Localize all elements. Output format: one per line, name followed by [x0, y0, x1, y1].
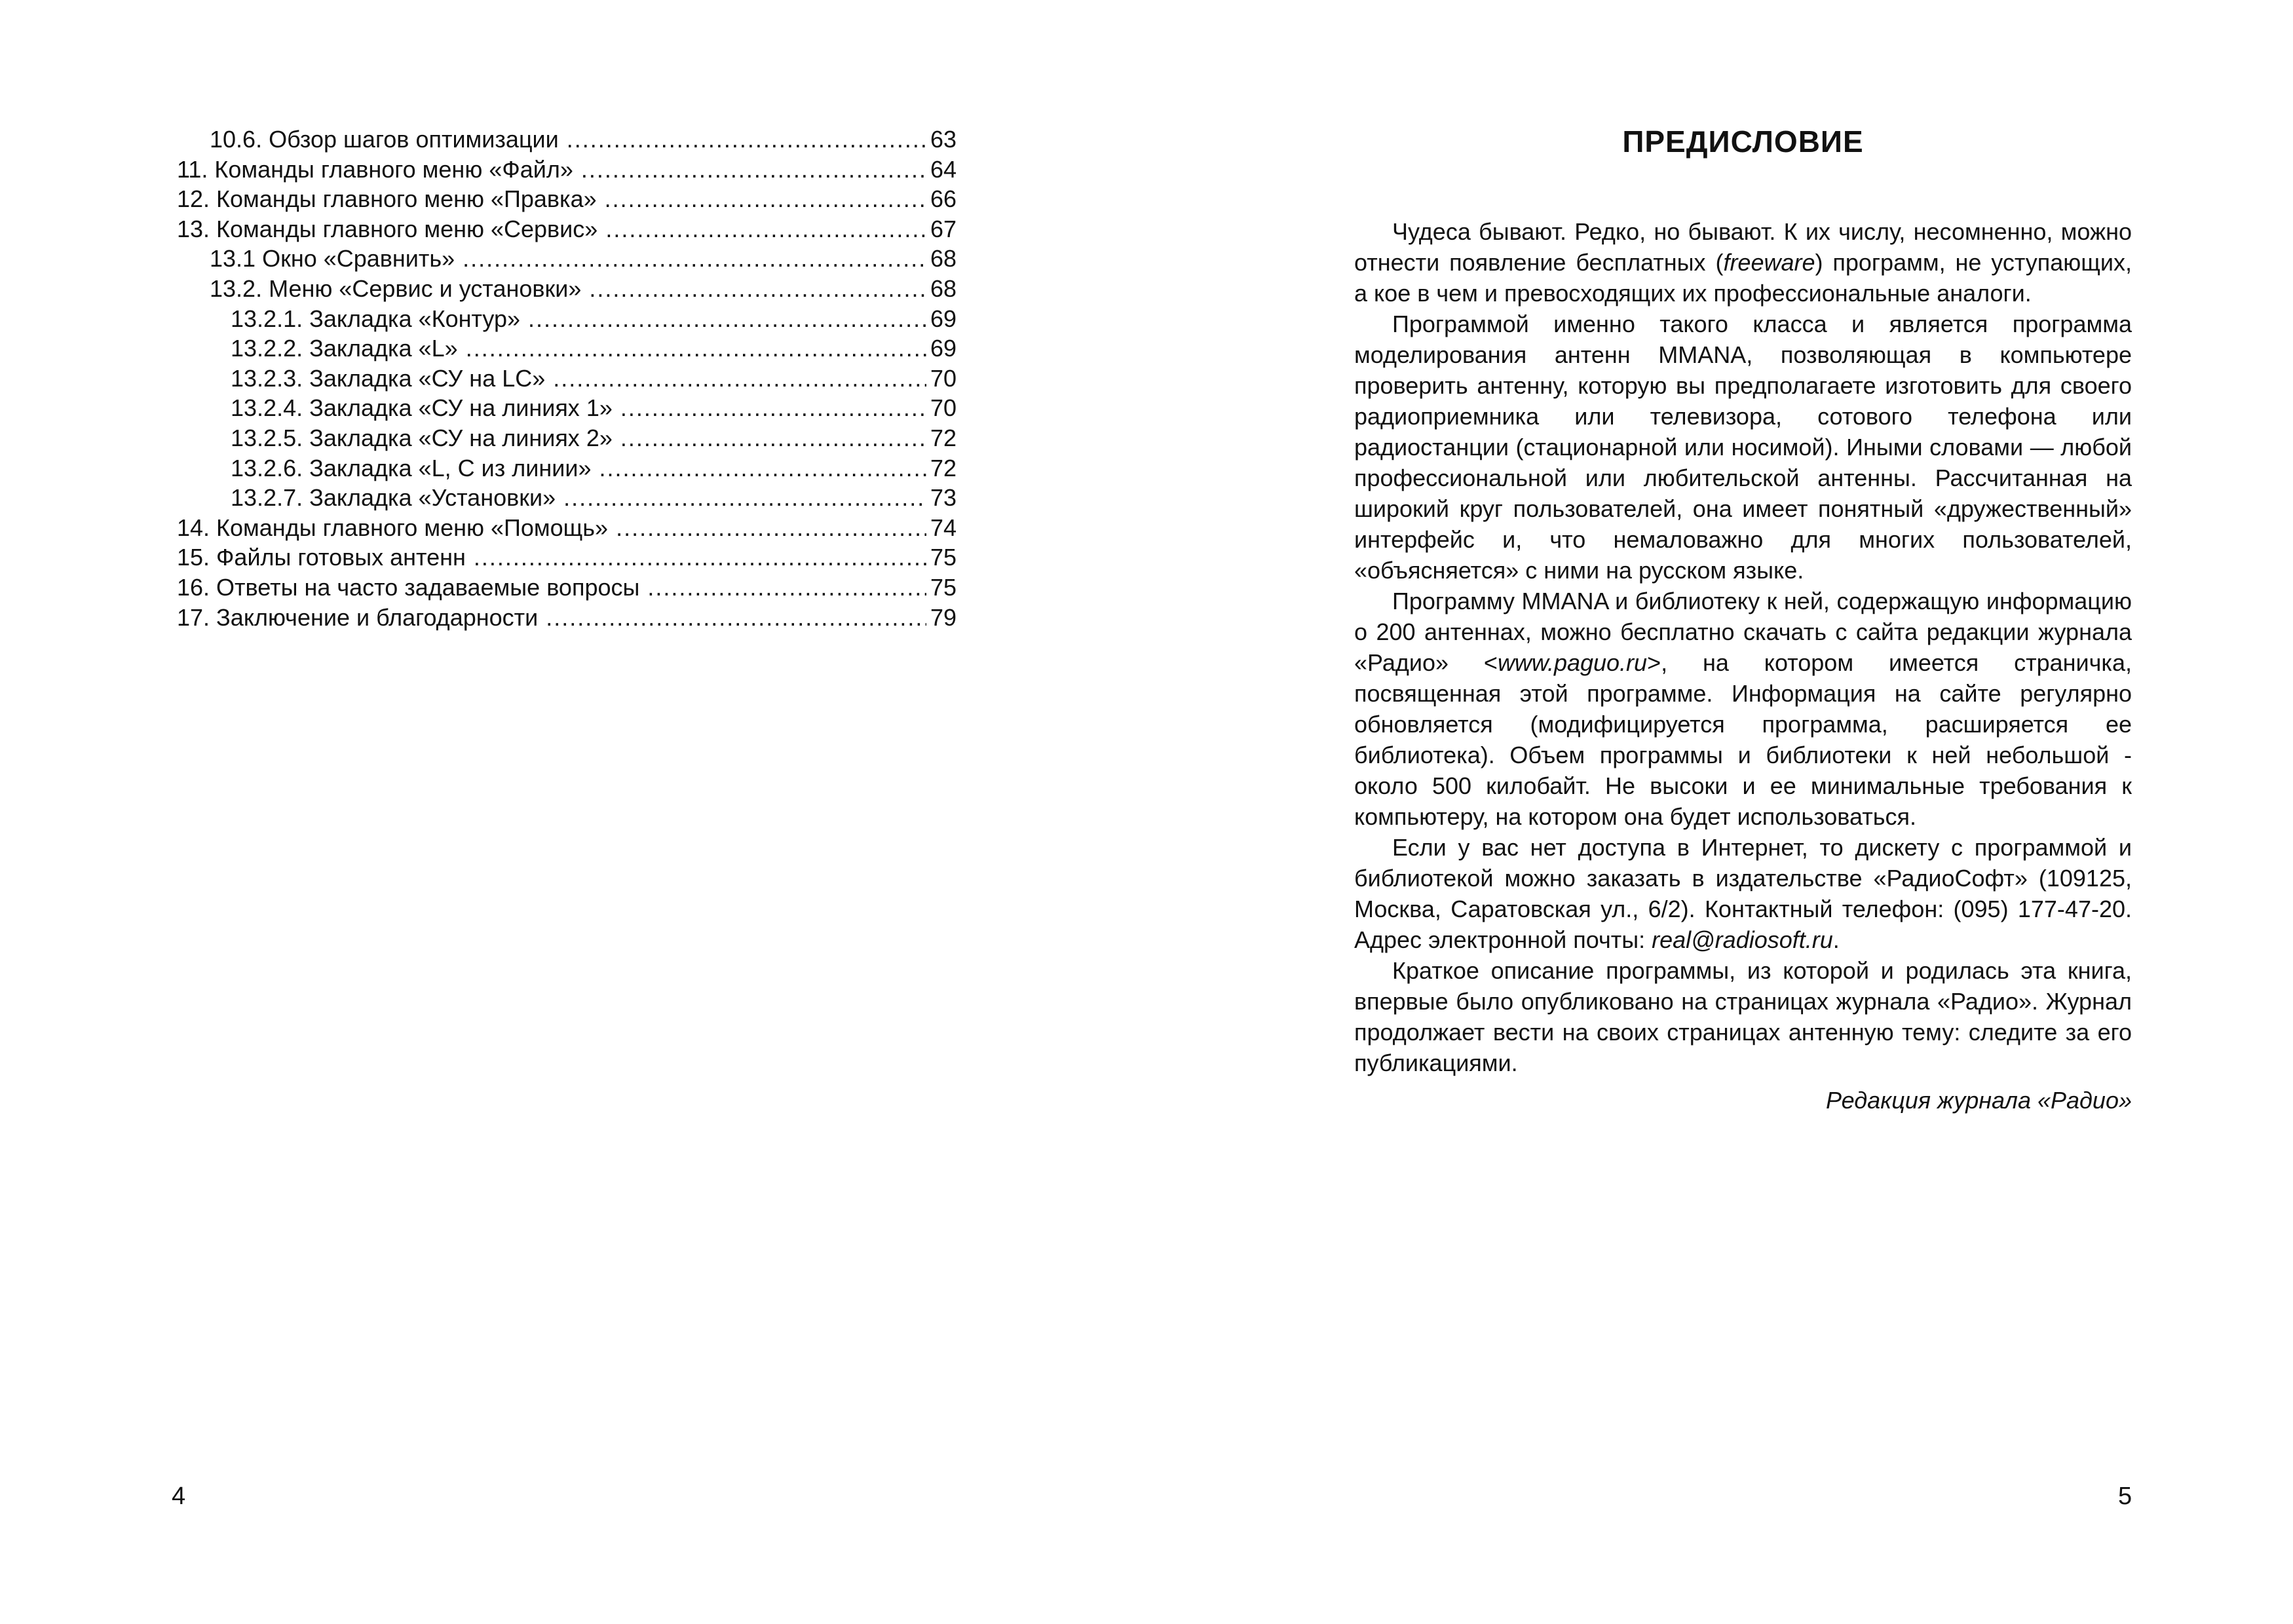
toc-entry-page: 66: [930, 185, 957, 213]
toc-entry-title: 13.2.4. Закладка «СУ на линиях 1»: [231, 394, 613, 422]
preface-paragraph-4: [1354, 832, 2132, 955]
toc-entry[interactable]: [177, 573, 957, 603]
toc-entry-page: 69: [930, 335, 957, 362]
toc-dot-leader: [616, 513, 926, 543]
preface-p3-text-a: Программу MMANA и библиотеку к ней, содержащую информацию о 200 антеннах, можно бесплатно скачать с сайта редакции журнала «Радио» <: [1354, 588, 2132, 676]
preface-paragraph-5: Краткое описание программы, из которой и родилась эта книга, впервые было опубликовано на страницах журнала «Радио». Журнал продолжает вести на своих страницах антенную тему: следите за его публикациями.: [1354, 957, 2132, 1076]
preface-paragraph-2: Программой именно такого класса и является программа моделирования антенн MMANA, позволяющая в компьютере проверить антенну, которую вы предполагаете изготовить для своего радиоприемника или телевизора, сотового телефона или радиостанции (стационарной или носимой). Иными словами — любой профессиональной или любительской антенны. Рассчитанная на широкий круг пользователей, она имеет понятный «дружественный» интерфейс и, что немаловажно для многих пользователей, «объясняется» с ними на русском языке.: [1354, 311, 2132, 584]
toc-entry[interactable]: [177, 603, 957, 633]
toc-entry-title: 13.2.1. Закладка «Контур»: [231, 305, 521, 332]
table-of-contents: [177, 124, 957, 632]
toc-dot-leader: [528, 304, 926, 334]
toc-entry[interactable]: [177, 542, 957, 573]
toc-entry-title: 17. Заключение и благодарности: [177, 603, 539, 631]
toc-entry-title: 13.1 Окно «Сравнить»: [210, 245, 455, 273]
toc-entry[interactable]: [177, 244, 957, 274]
preface-signature: Редакция журнала «Радио»: [1826, 1087, 2132, 1114]
preface-p4-text-b: .: [1832, 926, 1840, 953]
toc-dot-leader: [605, 214, 926, 244]
email-link[interactable]: real@radiosoft.ru: [1652, 926, 1833, 953]
toc-entry-title: 13.2.5. Закладка «СУ на линиях 2»: [231, 424, 613, 451]
toc-entry[interactable]: [177, 513, 957, 543]
toc-entry-page: 72: [930, 424, 957, 451]
toc-entry-title: 11. Команды главного меню «Файл»: [177, 155, 573, 183]
toc-entry-page: 64: [930, 155, 957, 183]
toc-entry-title: 15. Файлы готовых антенн: [177, 544, 466, 571]
toc-entry[interactable]: [177, 333, 957, 364]
toc-entry-title: 10.6. Обзор шагов оптимизации: [210, 126, 559, 153]
toc-entry-page: 79: [930, 603, 957, 631]
toc-entry[interactable]: [177, 304, 957, 334]
preface-paragraph-3: [1354, 586, 2132, 832]
preface-body: [1354, 216, 2132, 1116]
toc-entry-title: 13.2. Меню «Сервис и установки»: [210, 274, 582, 302]
toc-dot-leader: [605, 184, 926, 214]
toc-entry[interactable]: [177, 453, 957, 483]
toc-entry[interactable]: [177, 155, 957, 185]
toc-entry-page: 69: [930, 305, 957, 332]
toc-entry-title: 13.2.7. Закладка «Установки»: [231, 484, 556, 512]
toc-dot-leader: [647, 573, 926, 603]
toc-dot-leader: [589, 274, 926, 304]
preface-paragraph-1: [1354, 216, 2132, 309]
toc-dot-leader: [474, 542, 926, 573]
toc-entry[interactable]: [177, 423, 957, 453]
toc-entry[interactable]: [177, 393, 957, 423]
toc-dot-leader: [546, 603, 926, 633]
toc-entry-page: 75: [930, 544, 957, 571]
toc-entry[interactable]: [177, 124, 957, 155]
toc-dot-leader: [567, 124, 926, 155]
toc-dot-leader: [599, 453, 926, 483]
toc-entry-page: 72: [930, 454, 957, 482]
left-page: [0, 0, 1146, 1624]
preface-title: ПРЕДИСЛОВИЕ: [1622, 124, 1864, 159]
toc-entry[interactable]: [177, 274, 957, 304]
toc-entry[interactable]: [177, 184, 957, 214]
toc-entry[interactable]: [177, 483, 957, 513]
preface-p4-text-a: Если у вас нет доступа в Интернет, то дискету с программой и библиотекой можно заказать в издательстве «РадиоСофт» (109125, Москва, Саратовская ул., 6/2). Контактный телефон: (095) 177-47-20. Адрес электронной почты:: [1354, 834, 2132, 953]
toc-entry[interactable]: [177, 214, 957, 244]
toc-entry-page: 74: [930, 514, 957, 541]
website-link[interactable]: www.paguo.ru: [1497, 649, 1648, 676]
freeware-term: freeware: [1723, 249, 1815, 276]
toc-dot-leader: [466, 333, 926, 364]
toc-dot-leader: [620, 393, 926, 423]
preface-p3-text-b: >, на котором имеется страничка, посвященная этой программе. Информация на сайте регулярно обновляется (модифицируется программа, расширяется ее библиотека). Объем программы и библиотеки к ней небольшой - около 500 килобайт. Не высоки и ее минимальные требования к компьютеру, на котором она будет использоваться.: [1354, 649, 2132, 830]
preface-p1-text-b: ) программ, не уступающих, а кое в чем и превосходящих их профессиональные аналоги.: [1354, 249, 2132, 307]
toc-entry-title: 13.2.6. Закладка «L, C из линии»: [231, 454, 592, 482]
toc-entry-title: 14. Команды главного меню «Помощь»: [177, 514, 609, 541]
toc-entry-page: 75: [930, 573, 957, 601]
toc-dot-leader: [620, 423, 926, 453]
toc-entry-page: 67: [930, 215, 957, 242]
toc-dot-leader: [553, 364, 926, 394]
toc-entry[interactable]: [177, 364, 957, 394]
toc-entry-page: 68: [930, 245, 957, 273]
toc-entry-title: 12. Команды главного меню «Правка»: [177, 185, 597, 213]
toc-entry-page: 73: [930, 484, 957, 512]
toc-entry-page: 70: [930, 394, 957, 422]
toc-entry-page: 68: [930, 274, 957, 302]
toc-entry-title: 13. Команды главного меню «Сервис»: [177, 215, 598, 242]
toc-entry-title: 16. Ответы на часто задаваемые вопросы: [177, 573, 640, 601]
toc-entry-page: 70: [930, 364, 957, 392]
preface-p1-text-a: Чудеса бывают. Редко, но бывают. К их числу, несомненно, можно отнести появление бесплатных (: [1354, 218, 2132, 276]
toc-entry-title: 13.2.2. Закладка «L»: [231, 335, 458, 362]
toc-dot-leader: [563, 483, 926, 513]
right-page-number: 5: [2118, 1482, 2132, 1510]
toc-dot-leader: [463, 244, 926, 274]
toc-dot-leader: [581, 155, 926, 185]
toc-entry-title: 13.2.3. Закладка «СУ на LC»: [231, 364, 546, 392]
toc-entry-page: 63: [930, 126, 957, 153]
left-page-number: 4: [172, 1482, 186, 1510]
